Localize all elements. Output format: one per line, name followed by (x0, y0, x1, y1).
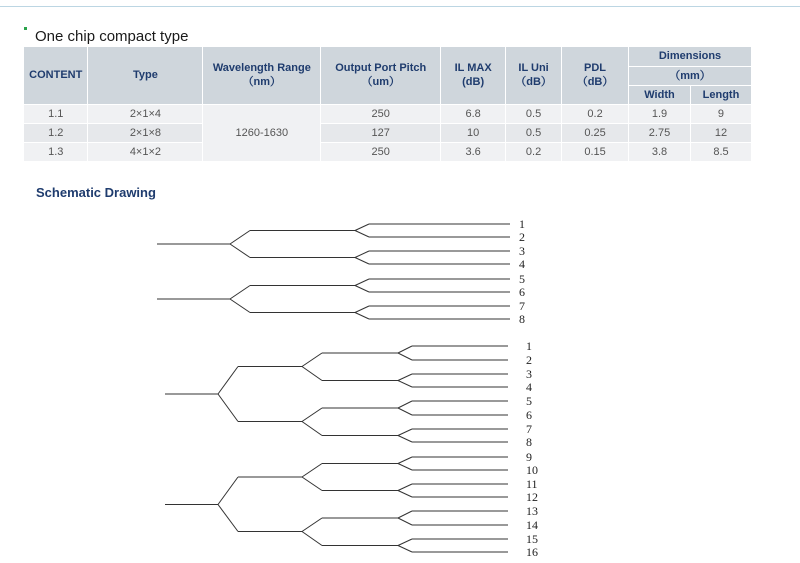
header-il-max-label: IL MAX (454, 62, 492, 75)
section-title: One chip compact type (35, 28, 189, 45)
cell-il-max: 6.8 (441, 104, 506, 123)
waveguide-branch (355, 286, 369, 293)
waveguide-branch (398, 436, 412, 443)
cell-il-uni: 0.2 (506, 142, 562, 161)
port-label: 13 (526, 504, 538, 518)
cell-il-max: 3.6 (441, 142, 506, 161)
port-label: 8 (519, 312, 525, 326)
port-label: 3 (526, 367, 532, 381)
header-type: Type (88, 47, 203, 104)
port-label: 3 (519, 244, 525, 258)
waveguide-branch (302, 532, 322, 546)
port-label: 1 (519, 217, 525, 231)
waveguide-branch (355, 258, 369, 265)
waveguide-branch (355, 279, 369, 286)
cell-type: 4×1×2 (88, 142, 203, 161)
header-length: Length (690, 85, 751, 104)
waveguide-branch (398, 346, 412, 353)
drawing-title: Schematic Drawing (36, 185, 156, 200)
cell-width: 3.8 (629, 142, 691, 161)
waveguide-branch (230, 286, 250, 300)
header-wavelength-label: Wavelength Range (212, 62, 311, 75)
waveguide-branch (302, 518, 322, 532)
port-label: 7 (519, 299, 525, 313)
waveguide-branch (398, 511, 412, 518)
header-pitch-label: Output Port Pitch (335, 62, 427, 75)
waveguide-branch (398, 539, 412, 546)
port-label: 6 (519, 285, 525, 299)
cell-il-uni: 0.5 (506, 123, 562, 142)
cell-length: 8.5 (690, 142, 751, 161)
header-width: Width (629, 85, 691, 104)
waveguide-branch (218, 394, 238, 422)
header-wavelength-unit: （nm） (242, 76, 282, 89)
waveguide-branch (218, 477, 238, 505)
port-label: 9 (526, 450, 532, 464)
waveguide-branch (398, 484, 412, 491)
waveguide-branch (218, 505, 238, 532)
cell-length: 12 (690, 123, 751, 142)
waveguide-branch (398, 353, 412, 360)
waveguide-branch (302, 353, 322, 367)
header-il-uni-label: IL Uni (518, 62, 549, 75)
port-label: 6 (526, 408, 532, 422)
cell-pdl: 0.25 (562, 123, 629, 142)
port-label: 4 (519, 257, 525, 271)
cell-width: 2.75 (629, 123, 691, 142)
waveguide-branch (230, 244, 250, 258)
port-label: 2 (526, 353, 532, 367)
waveguide-branch (302, 408, 322, 422)
waveguide-branch (398, 408, 412, 415)
port-label: 11 (526, 477, 538, 491)
waveguide-branch (398, 518, 412, 525)
cell-type: 2×1×4 (88, 104, 203, 123)
port-label: 8 (526, 435, 532, 449)
port-label: 12 (526, 490, 538, 504)
waveguide-branch (398, 546, 412, 553)
waveguide-branch (355, 251, 369, 258)
port-label: 10 (526, 463, 538, 477)
waveguide-branch (302, 422, 322, 436)
waveguide-branch (302, 367, 322, 381)
cell-content: 1.3 (24, 142, 88, 161)
header-dimensions-unit: （mm） (629, 66, 752, 85)
waveguide-branch (398, 429, 412, 436)
port-label: 16 (526, 545, 538, 559)
cell-pitch: 250 (321, 104, 441, 123)
cell-pdl: 0.15 (562, 142, 629, 161)
waveguide-branch (302, 477, 322, 491)
cell-length: 9 (690, 104, 751, 123)
header-il-uni-unit: （dB） (515, 76, 552, 89)
waveguide-branch (230, 231, 250, 245)
waveguide-branch (355, 231, 369, 238)
port-label: 4 (526, 380, 532, 394)
waveguide-branch (355, 313, 369, 320)
cell-pdl: 0.2 (562, 104, 629, 123)
header-pdl-unit: （dB） (576, 76, 614, 89)
waveguide-branch (302, 464, 322, 478)
waveguide-branch (398, 401, 412, 408)
waveguide-branch (355, 224, 369, 231)
waveguide-branch (398, 491, 412, 498)
waveguide-branch (230, 299, 250, 313)
port-label: 1 (526, 339, 532, 353)
port-label: 5 (519, 272, 525, 286)
header-pitch-unit: （um） (361, 76, 400, 89)
port-label: 14 (526, 518, 538, 532)
header-dimensions: Dimensions (629, 47, 752, 66)
cell-width: 1.9 (629, 104, 691, 123)
cell-pitch: 127 (321, 123, 441, 142)
waveguide-branch (355, 306, 369, 313)
header-il-max-unit: (dB) (462, 76, 485, 89)
header-content: CONTENT (24, 47, 88, 104)
port-label: 5 (526, 394, 532, 408)
port-label: 15 (526, 532, 538, 546)
waveguide-branch (398, 464, 412, 471)
cell-pitch: 250 (321, 142, 441, 161)
cell-content: 1.2 (24, 123, 88, 142)
port-label: 7 (526, 422, 532, 436)
waveguide-branch (398, 374, 412, 381)
cell-il-max: 10 (441, 123, 506, 142)
waveguide-branch (398, 457, 412, 464)
waveguide-branch (398, 381, 412, 388)
header-pdl-label: PDL (584, 62, 607, 75)
cell-wavelength: 1260-1630 (203, 104, 321, 161)
cell-il-uni: 0.5 (506, 104, 562, 123)
cell-content: 1.1 (24, 104, 88, 123)
port-label: 2 (519, 230, 525, 244)
waveguide-branch (218, 367, 238, 395)
cell-type: 2×1×8 (88, 123, 203, 142)
